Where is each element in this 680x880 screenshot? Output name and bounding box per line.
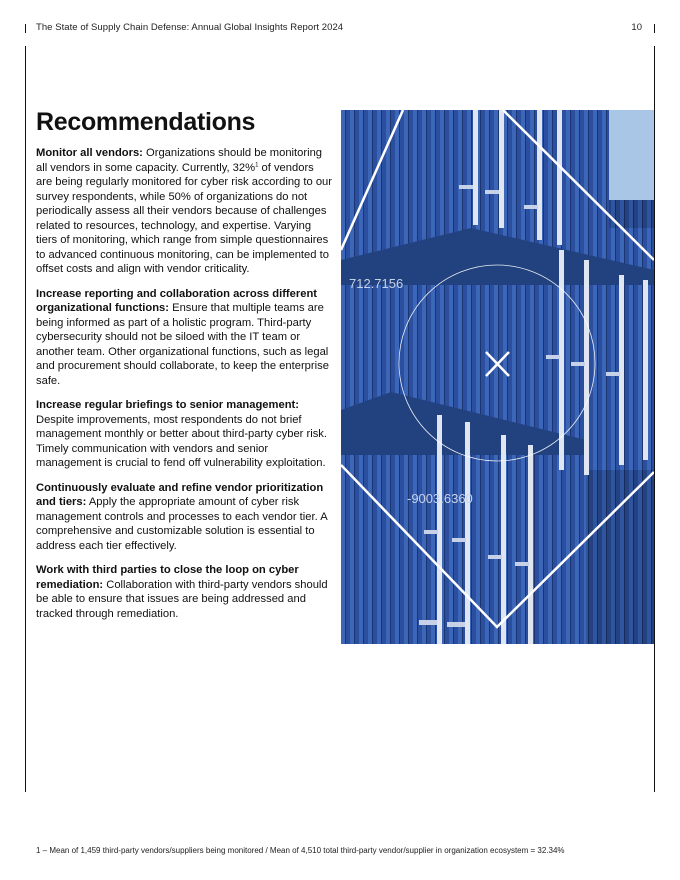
running-header: The State of Supply Chain Defense: Annual Global Insights Report 2024	[36, 22, 344, 33]
recommendation-text: of vendors are being regularly monitored for cyber risk according to our survey respondents, while 50% of organizations do not periodically assess all their vendors because of challenges related to resources, technology, and expertise. Varying tiers of monitoring, which range from simple questionnaires to advanced continuous monitoring, can be implemented to offset costs and align with vendor criticality.	[36, 161, 332, 275]
recommendation-paragraph	[36, 563, 332, 621]
coordinate-label-bottom: -9003.6360	[407, 491, 473, 506]
header-right-tick	[654, 24, 655, 33]
recommendation-text: Ensure that multiple teams are being informed as part of a holistic program. Third-party cybersecurity should not be siloed with the IT team or another team. Other organizational functions, such as legal and procurement should collaborate, to keep the enterprise safe.	[36, 302, 329, 387]
containers-illustration	[341, 110, 654, 644]
recommendation-text: Apply the appropriate amount of cyber risk management controls and processes to each vendor tier. A comprehensive and customizable solution is essential to address each tier effectively.	[36, 496, 328, 552]
recommendation-text: Collaboration with third-party vendors should be able to ensure that issues are being addressed and tracked through remediation.	[36, 578, 328, 620]
recommendation-text: Organizations should be monitoring all vendors in some capacity. Currently, 32%	[36, 147, 323, 174]
footnote-marker: 1	[255, 161, 259, 168]
main-content	[36, 108, 332, 631]
recommendation-lead: Monitor all vendors:	[36, 147, 143, 159]
footnote: 1 – Mean of 1,459 third-party vendors/suppliers being monitored / Mean of 4,510 total third-party vendor/supplier in organization ecosystem = 32.34%	[36, 846, 565, 855]
page-title: Recommendations	[36, 108, 256, 136]
recommendation-lead: Increase reporting and collaboration across different organizational functions:	[36, 287, 317, 314]
header-left-tick	[25, 24, 26, 33]
recommendation-paragraph	[36, 287, 332, 389]
page-number: 10	[631, 22, 642, 33]
recommendation-lead: Increase regular briefings to senior management:	[36, 399, 299, 411]
recommendation-paragraph	[36, 398, 332, 471]
recommendation-paragraph	[36, 481, 332, 554]
recommendation-paragraph	[36, 146, 332, 277]
right-margin-rule	[654, 46, 655, 792]
recommendation-text: Despite improvements, most respondents do not brief management monthly or better about third-party cyber risk. Timely communication with vendors and senior management is crucial to fend off vulnerability exploitation.	[36, 413, 328, 469]
coordinate-label-top: 712.7156	[349, 276, 404, 291]
left-margin-rule	[25, 46, 26, 792]
recommendation-lead: Work with third parties to close the loop on cyber remediation:	[36, 564, 299, 591]
recommendation-lead: Continuously evaluate and refine vendor prioritization and tiers:	[36, 481, 324, 508]
shipping-containers-photo	[341, 110, 654, 644]
